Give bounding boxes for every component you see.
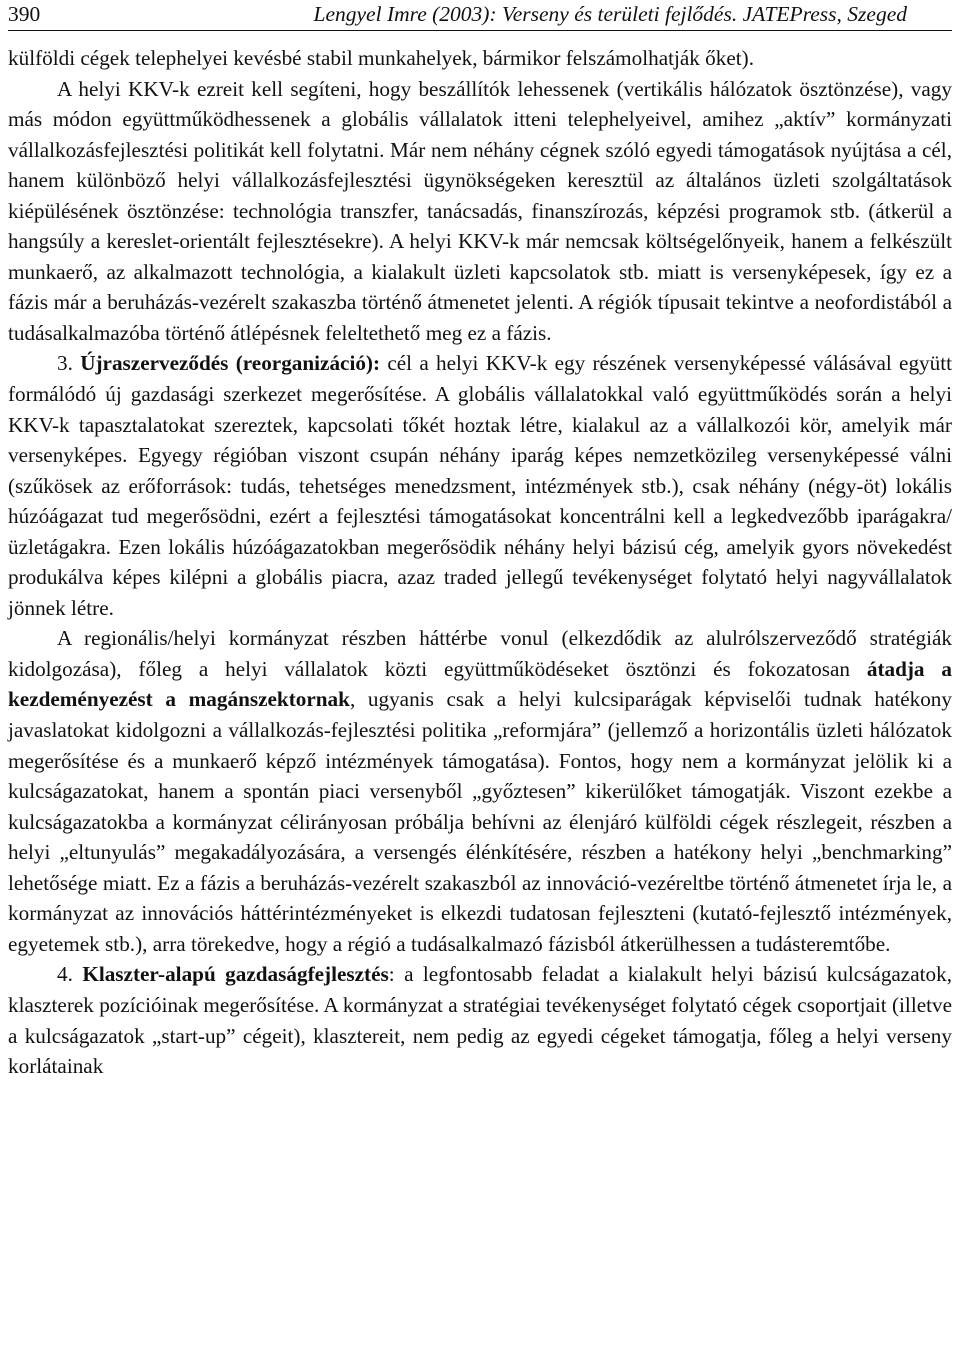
term-reorganization: Újraszerveződés (reorganizáció):: [80, 351, 381, 376]
paragraph-regional-government: [8, 623, 952, 959]
paragraph-regional-text-start: A regionális/helyi kormányzat részben háttérbe vonul (elkezdődik az alulrólszerveződő stratégiák kidolgozása), főleg a helyi vállalatok közti együttműködéseket ösztönzi és fokozatosan: [8, 626, 952, 681]
header-citation: Lengyel Imre (2003): Verseny és területi fejlődés. JATEPress, Szeged: [313, 2, 907, 26]
body-text: [8, 43, 952, 1082]
term-cluster-development: Klaszter-alapú gazdaságfejlesztés: [82, 962, 389, 987]
list-number-3: 3.: [57, 351, 73, 376]
running-header: [8, 0, 952, 31]
paragraph-reorganization: [8, 348, 952, 623]
paragraph-cluster-development: [8, 959, 952, 1081]
paragraph-kkv-support: A helyi KKV-k ezreit kell segíteni, hogy beszállítók lehessenek (vertikális hálózatok ösztönzése), vagy más módon együttműködhessenek a globális vállalatok itteni telephelyeivel, amihez „aktív” kormányzati vállalkozásfejlesztési politikát kell folytatni. Már nem néhány cégnek szóló egyedi támogatások nyújtása a cél, hanem különböző helyi vállalkozásfejlesztési ügynökségeken keresztül az általános üzleti szolgáltatások kiépülésének ösztönzése: technológia transzfer, tanácsadás, finanszírozás, képzési programok stb. (átkerül a hangsúly a kereslet-orientált fejlesztésekre). A helyi KKV-k már nemcsak költségelőnyeik, hanem a felkészült munkaerő, az alkalmazott technológia, a kialakult üzleti kapcsolatok stb. miatt is versenyképesek, így ez a fázis már a beruházás-vezérelt szakaszba történő átmenetet jelenti. A régiók típusait tekintve a neofordistából a tudásalkalmazóba történő átlépésnek feleltethető meg ez a fázis.: [8, 76, 952, 345]
paragraph-cluster-text: : a legfontosabb feladat a kialakult helyi bázisú kulcságazatok, klaszterek pozícióinak megerősítése. A kormányzat a stratégiai tevékenységet folytató cégek csoportjait (illetve a kulcságazatok „start-up” cégeit), klasztereit, nem pedig az egyedi cégeket támogatja, főleg a helyi verseny korlátainak: [8, 962, 952, 1079]
list-number-4: 4.: [57, 962, 73, 987]
page-number: 390: [8, 2, 41, 26]
paragraph-reorganization-text: cél a helyi KKV-k egy részének versenyképessé válásával együtt formálódó új gazdasági szerkezet megerősítése. A globális vállalatokkal való együttműködés során a helyi KKV-k tapasztalatokat szereztek, kapcsolati tőkét hoztak létre, kialakul az a vállalkozói kör, amelyik már versenyképes. Egyegy régióban viszont csupán néhány iparág képes nemzetközileg versenyképessé válni (szűkösek az erőforrások: tudás, tehetséges menedzsment, intézmények stb.), csak néhány (négy-öt) lokális húzóágazat tud megerősödni, ezért a fejlesztési támogatásokat koncentrálni kell a legkedvezőbb iparágakra/üzletágakra. Ezen lokális húzóágazatokban megerősödik néhány helyi bázisú cég, amelyik gyors növekedést produkálva képes kilépni a globális piacra, azaz traded jellegű tevékenységet folytató helyi nagyvállalatok jönnek létre.: [8, 351, 953, 620]
paragraph-continued: külföldi cégek telephelyei kevésbé stabil munkahelyek, bármikor felszámolhatják őket).: [8, 46, 755, 70]
term-private-sector: átadja a kezdeményezést a magánszektornak: [8, 656, 952, 712]
paragraph-regional-text-rest: , ugyanis csak a helyi kulcsiparágak képviselői tudnak hatékony javaslatokat kidolgozni a vállalkozás-fejlesztési politika „reformjára” (jellemző a horizontális üzleti hálózatok megerősítése és a munkaerő képző intézmények támogatása). Fontos, hogy nem a kormányzat jelölik ki a kulcságazatokat, hanem a spontán piaci versenyből „győztesen” kikerülőket támogatják. Viszont ezekbe a kulcságazatokba a kormányzat célirányosan próbálja behívni az élenjáró külföldi cégek részlegeit, részben a helyi „eltunyulás” megakadályozására, a versengés élénkítésére, részben a hatékony helyi „benchmarking” lehetősége miatt. Ez a fázis a beruházás-vezérelt szakaszból az innováció-vezéreltbe történő átmenetet írja le, a kormányzat az innovációs háttérintézményeket is elkezdi tudatosan fejleszteni (kutató-fejlesztő intézmények, egyetemek stb.), arra törekedve, hogy a régió a tudásalkalmazó fázisból átkerülhessen a tudásteremtőbe.: [8, 687, 952, 956]
